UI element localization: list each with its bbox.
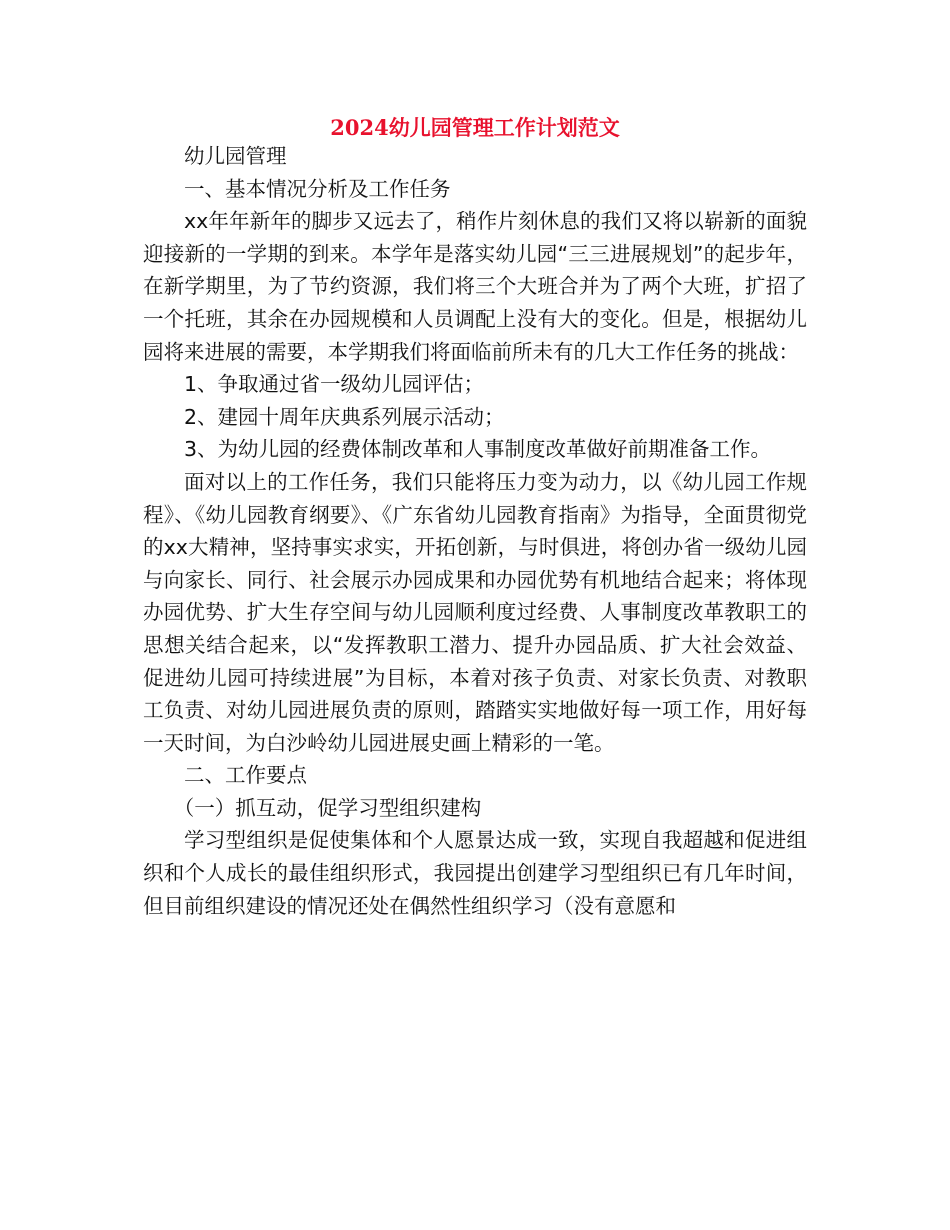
paragraph-strategy: 面对以上的工作任务，我们只能将压力变为动力，以《幼儿园工作规程》、《幼儿园教育纲要》、《广东省幼儿园教育指南》为指导，全面贯彻党的xx大精神，坚持事实求实，开拓创新，与时俱进，将创办省一级幼儿园与向家长、同行、社会展示办园成果和办园优势有机地结合起来；将体现办园优势、扩大生存空间与幼儿园顺利度过经费、人事制度改革教职工的思想关结合起来，以“发挥教职工潜力、提升办园品质、扩大社会效益、促进幼儿园可持续进展”为目标，本着对孩子负责、对家长负责、对教职工负责、对幼儿园进展负责的原则，踏踏实实地做好每一项工作，用好每一天时间，为白沙岭幼儿园进展史画上精彩的一笔。 bbox=[143, 469, 807, 755]
paragraph-section-label: 幼儿园管理 bbox=[184, 144, 287, 168]
paragraph-task-3: 3、为幼儿园的经费体制改革和人事制度改革做好前期准备工作。 bbox=[184, 437, 772, 462]
paragraph-learning-org: 学习型组织是促使集体和个人愿景达成一致，实现自我超越和促进组织和个人成长的最佳组织形式，我园提出创建学习型组织已有几年时间，但目前组织建设的情况还处在偶然性组织学习（没有意愿和 bbox=[143, 828, 807, 918]
paragraph-task-1: 1、争取通过省一级幼儿园评估； bbox=[184, 372, 485, 397]
paragraph-task-2: 2、建园十周年庆典系列展示活动； bbox=[184, 404, 505, 429]
paragraph-heading-2: 二、工作要点 bbox=[184, 763, 307, 788]
document-body bbox=[143, 140, 807, 922]
document-title: 2024幼儿园管理工作计划范文 bbox=[330, 115, 620, 140]
paragraph-subheading-1: （一）抓互动，促学习型组织建构 bbox=[173, 795, 482, 820]
paragraph-heading-1: 一、基本情况分析及工作任务 bbox=[184, 176, 451, 201]
paragraph-intro: xx年年新年的脚步又远去了，稍作片刻休息的我们又将以崭新的面貌迎接新的一学期的到来。本学年是落实幼儿园“三三进展规划”的起步年，在新学期里，为了节约资源，我们将三个大班合并为了两个大班，扩招了一个托班，其余在办园规模和人员调配上没有大的变化。但是，根据幼儿园将来进展的需要，本学期我们将面临前所未有的几大工作任务的挑战： bbox=[143, 209, 807, 364]
